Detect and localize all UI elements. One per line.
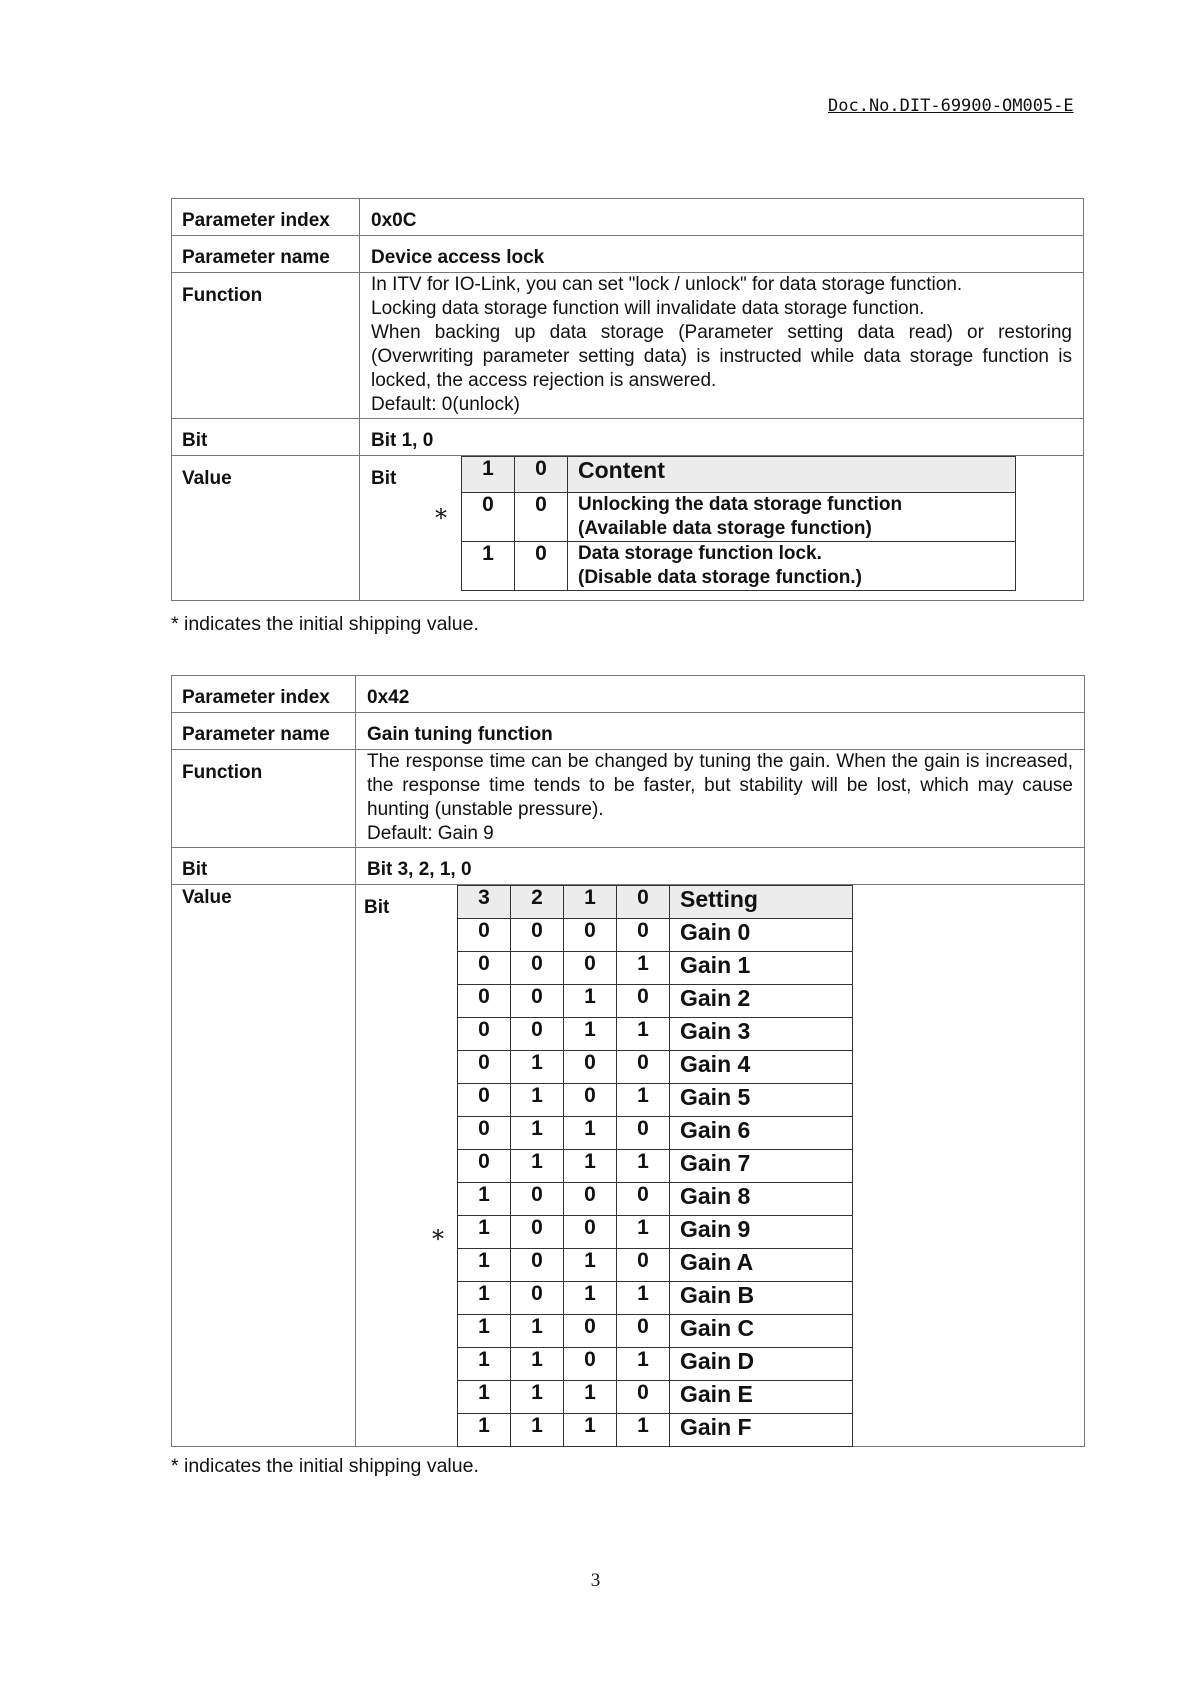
row-bit-0: 1 (617, 952, 670, 985)
function-label: Function (172, 750, 356, 848)
function-description (360, 273, 1084, 419)
function-description (356, 750, 1085, 848)
parameter-index-label: Parameter index (172, 676, 356, 713)
row-bit-1: 0 (564, 1315, 617, 1348)
row-setting: Gain 1 (670, 952, 853, 985)
row-bit-1: 1 (564, 1249, 617, 1282)
function-line: The response time can be changed by tuning the gain. When the gain is increased, the response time tends to be faster, but stability will be lost, which may cause hunting (unstable pressure). (367, 751, 1073, 820)
row-bit-2: 0 (511, 952, 564, 985)
row-setting: Gain C (670, 1315, 853, 1348)
row-bit-1: 0 (564, 952, 617, 985)
row-setting: Gain 6 (670, 1117, 853, 1150)
document-number: Doc.No.DIT-69900-OM005-E (828, 96, 1074, 116)
row-bit-2: 0 (511, 985, 564, 1018)
gain-row (458, 1150, 853, 1183)
row-bit-3: 1 (458, 1414, 511, 1447)
row-bit-1: 0 (564, 1051, 617, 1084)
function-line: In ITV for IO-Link, you can set "lock / unlock" for data storage function. (371, 274, 963, 295)
row-setting: Gain 7 (670, 1150, 853, 1183)
value-bit-label: Bit (371, 468, 397, 489)
parameter-index-label: Parameter index (172, 199, 360, 236)
row-bit-0: 0 (617, 1183, 670, 1216)
row-bit-3: 1 (458, 1183, 511, 1216)
header-bit-3: 3 (458, 886, 511, 919)
row-bit-1: 0 (564, 1183, 617, 1216)
value-cell (360, 456, 1084, 601)
row-bit-3: 1 (458, 1282, 511, 1315)
row-bit-1: 0 (564, 1084, 617, 1117)
row-bit-2: 0 (511, 1282, 564, 1315)
row-setting: Gain F (670, 1414, 853, 1447)
row-bit-3: 1 (458, 1249, 511, 1282)
function-default: Default: Gain 9 (367, 823, 494, 844)
gain-row (458, 1084, 853, 1117)
header-bit-2: 2 (511, 886, 564, 919)
row-bit-2: 1 (511, 1315, 564, 1348)
row-bit-2: 1 (511, 1414, 564, 1447)
row-bit-2: 0 (511, 1249, 564, 1282)
page-number: 3 (590, 1570, 601, 1591)
value-bit-label: Bit (364, 897, 390, 918)
row-bit-0: 1 (617, 1348, 670, 1381)
row-bit-0: 0 (515, 542, 568, 591)
row-bit-1: 1 (564, 1381, 617, 1414)
row-bit-2: 1 (511, 1051, 564, 1084)
gain-row (458, 1381, 853, 1414)
gain-setting-table (457, 885, 853, 1447)
gain-row (458, 919, 853, 952)
header-content: Content (568, 457, 1016, 493)
header-bit-1: 1 (462, 457, 515, 493)
param-table-gain-tuning (171, 675, 1085, 1447)
row-bit-1: 0 (564, 919, 617, 952)
row-bit-2: 0 (511, 1183, 564, 1216)
bit-value: Bit 3, 2, 1, 0 (356, 848, 1085, 885)
value-label: Value (172, 885, 356, 1447)
row-bit-2: 1 (511, 1348, 564, 1381)
lock-content-table (461, 456, 1016, 591)
row-bit-3: 0 (458, 1117, 511, 1150)
row-bit-2: 1 (511, 1150, 564, 1183)
gain-row (458, 1216, 853, 1249)
row-setting: Gain 3 (670, 1018, 853, 1051)
content-line: Data storage function lock. (578, 543, 822, 564)
row-bit-0: 1 (617, 1084, 670, 1117)
row-bit-0: 0 (617, 985, 670, 1018)
parameter-name-label: Parameter name (172, 236, 360, 273)
value-cell (356, 885, 1085, 1447)
function-line: Locking data storage function will invalidate data storage function. (371, 298, 925, 319)
row-bit-3: 0 (458, 985, 511, 1018)
row-bit-0: 1 (617, 1282, 670, 1315)
row-bit-0: 0 (617, 1051, 670, 1084)
row-bit-0: 0 (617, 1117, 670, 1150)
row-setting: Gain 9 (670, 1216, 853, 1249)
initial-value-marker: * (432, 1225, 444, 1253)
footnote-initial-value: * indicates the initial shipping value. (171, 1455, 479, 1477)
row-bit-3: 1 (458, 1216, 511, 1249)
gain-row (458, 1117, 853, 1150)
gain-row (458, 1183, 853, 1216)
row-setting: Gain 2 (670, 985, 853, 1018)
gain-row (458, 1018, 853, 1051)
row-bit-0: 1 (617, 1150, 670, 1183)
parameter-index-value: 0x0C (360, 199, 1084, 236)
row-setting: Gain 0 (670, 919, 853, 952)
row-bit-1: 1 (564, 1150, 617, 1183)
row-bit-2: 1 (511, 1084, 564, 1117)
row-bit-1: 0 (564, 1348, 617, 1381)
row-bit-2: 1 (511, 1117, 564, 1150)
row-bit-1: 1 (564, 1414, 617, 1447)
gain-row (458, 1315, 853, 1348)
row-bit-1: 1 (564, 1117, 617, 1150)
row-setting: Gain B (670, 1282, 853, 1315)
header-bit-1: 1 (564, 886, 617, 919)
row-bit-2: 0 (511, 1216, 564, 1249)
row-bit-3: 0 (458, 1018, 511, 1051)
row-bit-1: 0 (462, 493, 515, 542)
row-bit-0: 0 (617, 1315, 670, 1348)
row-bit-2: 0 (511, 919, 564, 952)
row-bit-0: 0 (515, 493, 568, 542)
row-setting: Gain E (670, 1381, 853, 1414)
function-line: When backing up data storage (Parameter setting data read) or restoring (Overwriting parameter setting data) is instructed while data storage function is locked, the access rejection is answered. (371, 322, 1072, 391)
content-line: (Available data storage function) (578, 518, 872, 539)
row-setting: Gain D (670, 1348, 853, 1381)
row-bit-0: 1 (617, 1216, 670, 1249)
bit-label: Bit (172, 848, 356, 885)
gain-row (458, 1249, 853, 1282)
initial-value-marker: * (435, 504, 447, 532)
row-bit-2: 1 (511, 1381, 564, 1414)
gain-rows (458, 919, 853, 1447)
row-bit-2: 0 (511, 1018, 564, 1051)
function-label: Function (172, 273, 360, 419)
row-bit-3: 0 (458, 1084, 511, 1117)
content-line: Unlocking the data storage function (578, 494, 903, 515)
param-table-device-access-lock (171, 198, 1084, 601)
row-bit-0: 1 (617, 1414, 670, 1447)
row-bit-0: 1 (617, 1018, 670, 1051)
row-bit-3: 0 (458, 952, 511, 985)
footnote-initial-value: * indicates the initial shipping value. (171, 613, 479, 635)
gain-row (458, 1051, 853, 1084)
parameter-name-value: Device access lock (360, 236, 1084, 273)
row-bit-3: 1 (458, 1381, 511, 1414)
row-setting: Gain 8 (670, 1183, 853, 1216)
bit-value: Bit 1, 0 (360, 419, 1084, 456)
parameter-name-value: Gain tuning function (356, 713, 1085, 750)
value-label: Value (172, 456, 360, 601)
gain-row (458, 1348, 853, 1381)
row-setting: Gain 4 (670, 1051, 853, 1084)
parameter-index-value: 0x42 (356, 676, 1085, 713)
row-bit-1: 1 (564, 985, 617, 1018)
row-setting: Gain 5 (670, 1084, 853, 1117)
row-bit-3: 1 (458, 1315, 511, 1348)
content-line: (Disable data storage function.) (578, 567, 862, 588)
bit-label: Bit (172, 419, 360, 456)
header-bit-0: 0 (515, 457, 568, 493)
gain-row (458, 1414, 853, 1447)
function-default: Default: 0(unlock) (371, 394, 520, 415)
row-bit-1: 1 (564, 1018, 617, 1051)
row-content (568, 493, 1016, 542)
gain-row (458, 952, 853, 985)
gain-row (458, 1282, 853, 1315)
header-setting: Setting (670, 886, 853, 919)
row-bit-3: 1 (458, 1348, 511, 1381)
row-bit-1: 0 (564, 1216, 617, 1249)
row-bit-0: 0 (617, 919, 670, 952)
row-bit-1: 1 (462, 542, 515, 591)
row-bit-3: 0 (458, 1051, 511, 1084)
row-bit-0: 0 (617, 1381, 670, 1414)
header-bit-0: 0 (617, 886, 670, 919)
row-setting: Gain A (670, 1249, 853, 1282)
row-bit-0: 0 (617, 1249, 670, 1282)
gain-row (458, 985, 853, 1018)
row-bit-3: 0 (458, 919, 511, 952)
row-bit-1: 1 (564, 1282, 617, 1315)
row-content (568, 542, 1016, 591)
parameter-name-label: Parameter name (172, 713, 356, 750)
row-bit-3: 0 (458, 1150, 511, 1183)
